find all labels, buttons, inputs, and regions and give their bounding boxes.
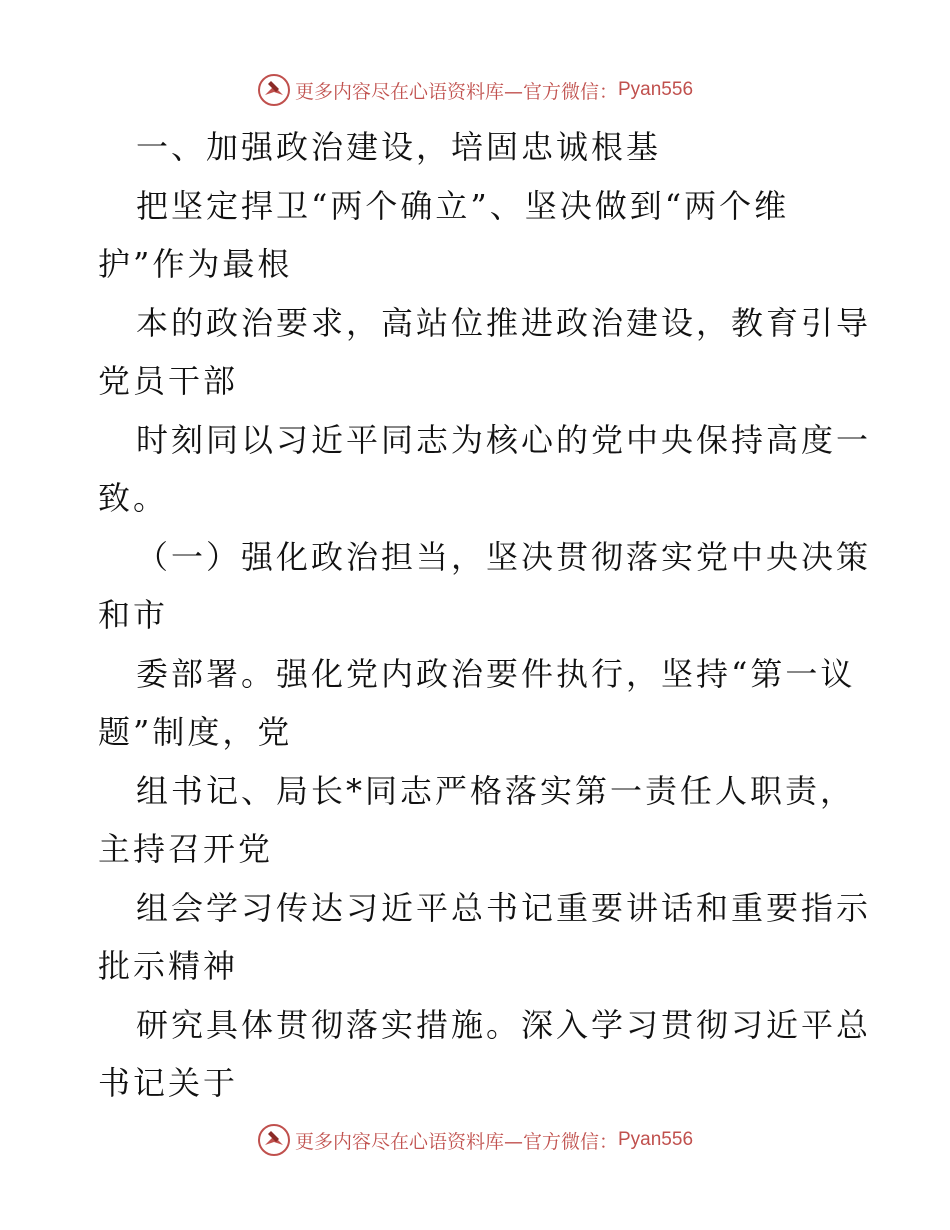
- watermark-id: Pyan556: [618, 1129, 694, 1150]
- text-line: 批示精神: [98, 947, 239, 985]
- text-line: 主持召开党: [98, 830, 274, 868]
- watermark-text: 更多内容尽在心语资料库—官方微信：: [294, 80, 618, 103]
- book-pen-logo-icon: [257, 1123, 291, 1157]
- text-line: 时刻同以习近平同志为核心的党中央保持高度一: [136, 420, 872, 459]
- text-line: 护”作为最根: [98, 245, 293, 283]
- text-line: 组书记、局长*同志严格落实第一责任人职责，: [136, 771, 856, 810]
- footer-watermark: [0, 1120, 950, 1160]
- watermark-text: 更多内容尽在心语资料库—官方微信：: [294, 1130, 618, 1153]
- text-line: 组会学习传达习近平总书记重要讲话和重要指示: [136, 888, 872, 927]
- text-line: 本的政治要求，高站位推进政治建设，教育引导: [136, 303, 872, 342]
- header-watermark: [0, 70, 950, 110]
- text-line: 把坚定捍卫“两个确立”、坚决做到“两个维: [136, 186, 790, 225]
- text-line: 致。: [98, 479, 169, 517]
- text-line: 和市: [98, 596, 169, 634]
- text-line: （一）强化政治担当，坚决贯彻落实党中央决策: [136, 537, 872, 576]
- text-line: 研究具体贯彻落实措施。深入学习贯彻习近平总: [136, 1005, 872, 1044]
- text-line: 题”制度，党: [98, 713, 293, 751]
- text-line: 委部署。强化党内政治要件执行，坚持“第一议: [136, 654, 856, 693]
- text-line: 书记关于: [98, 1064, 239, 1102]
- watermark-id: Pyan556: [618, 79, 694, 100]
- document-body: [98, 118, 872, 1113]
- text-line: 一、加强政治建设，培固忠诚根基: [136, 128, 662, 166]
- book-pen-logo-icon: [257, 73, 291, 107]
- text-line: 党员干部: [98, 362, 239, 400]
